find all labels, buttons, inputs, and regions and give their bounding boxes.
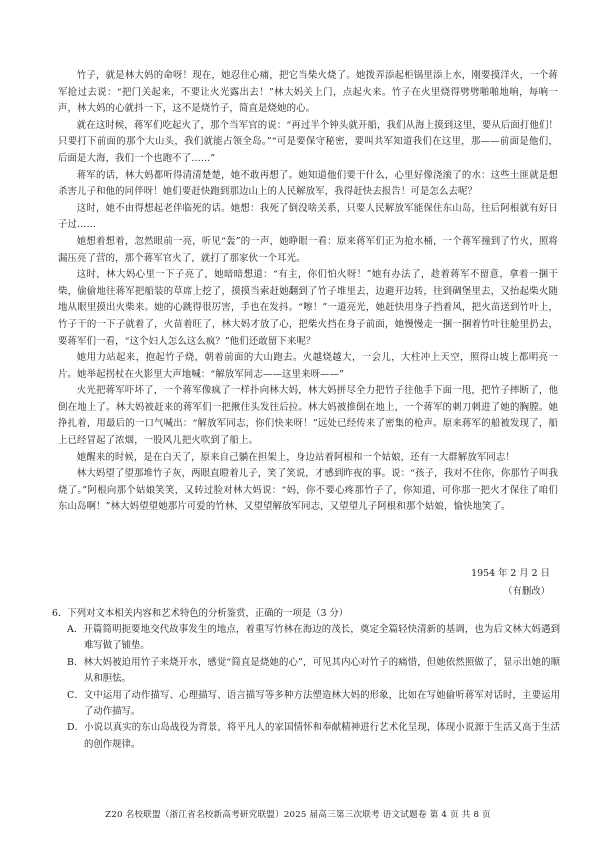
story-paragraph: 这时，她不由得想起老伴临死的话。她想：我死了倒没啥关系，只要人民解放军能保住东山岛，往后阿根就有好日子过…… xyxy=(58,202,558,231)
story-paragraph: 火光把蒋军吓坏了，一个蒋军像疯了一样扑向林大妈，林大妈拼尽全力把竹子往他手下面一甩，把竹子摔断了，他倒在地上了。林大妈被赶来的蒋军们一把揪住头发往后拉。林大妈被推倒在地上，一个蒋军的刺刀刺进了她的胸膛。她挣扎着，用最后的一口气喊出：“解放军同志，你们快来呀！”远处已经传来了密集的枪声。原来蒋军的船被发现了，船上已经冒起了浓烟，一股风儿把火吹到了船上。 xyxy=(58,385,558,447)
story-paragraph: 这时，林大妈心里一下子亮了，她暗暗想道：“有主，你们怕火呀！”她有办法了，趁着蒋军不留意，拿着一捆干柴，偷偷地往蒋军把船装的草席上挖了，摸摸当索赶她翻到了竹子堆里去，边避开边转，往到碉堡里去，又抬起柴火随地从眼里摸出火柴来。她的心跳得很厉害，手也在发抖。“嚓！”一道亮光，她赶快用身子挡着风，把火苗送到竹叶上，竹子干的一下子就着了，火苗着旺了，林大妈才放了心，把柴火挡在身子前面，她慢慢走一捆一捆着竹叶往舱里扔去，要蒋军们一看，“这个妇人怎么这么疯？”他们还敢留下来呢？ xyxy=(58,269,558,347)
story-paragraph: 她醒来的时候，是在白天了，原来自己躺在担架上，身边站着阿根和一个姑娘，还有一大群解放军同志！ xyxy=(76,451,515,463)
story-paragraph: 竹子，就是林大妈的命呀！现在，她忍住心痛，把它当柴火烧了。她拨弄添起柜锅里添上水，刚要摸洋火，一个蒋军抢过去说：“把门关起来，不要让火光露出去！”林大妈关上门，点起火来。竹子在火里烧得劈劈啪啪地响，每响一声，林大妈的心就抖一下，这不是烧竹子，简直是烧她的心。 xyxy=(58,70,558,115)
option-c[interactable]: C．文中运用了动作描写、心理描写、语言描写等多种方法塑造林大妈的形象，比如在写她偷听蒋军对话时，主要运用了动作描写。 xyxy=(67,689,560,718)
story-date: 1954 年 2 月 2 日 xyxy=(471,568,550,579)
story-paragraph: 她用力站起来，抱起竹子烧，朝着前面的大山跑去。火越烧越大，一会儿，大柱冲上天空，照得山坡上都明亮一片。她举起拐杖在火影里大声地喊：“解放军同志——这里来呀——” xyxy=(58,352,558,380)
option-b[interactable]: B．林大妈被迫用竹子来烧开水，感觉“简直是烧她的心”，可见其内心对竹子的痛惜，但她依然照做了，显示出她的顺从和胆怯。 xyxy=(67,656,560,685)
story-paragraph: 林大妈望了望那堆竹子灰，两眼直瞪着儿子，笑了笑说，才感到昨夜的事。说：“孩子，我对不住你，你那竹子叫我烧了。”阿根向那个姑娘笑笑，又转过脸对林大妈说：“妈，你不要心疼那竹子了，你知道，可你那一把火才保住了咱们东山岛啊！”林大妈望望她那片可爱的竹林，又望望解放军同志，又望望儿子阿根和那个姑娘，愉快地笑了。 xyxy=(58,468,558,513)
question-6 xyxy=(52,606,560,753)
story-paragraph: 她想着想着，忽然眼前一亮，听见“轰”的一声，她睁眼一看：原来蒋军们正为抢水桶，一个蒋军撞到了竹火，照将漏压亮了营的，那个蒋军官火了，就打了那家伙一个耳光。 xyxy=(58,235,558,264)
page-footer: Z20 名校联盟（浙江省名校新高考研究联盟）2025 届高三第三次联考 语文试题卷 第 4 页 共 8 页 xyxy=(105,810,491,820)
option-a[interactable]: A．开篇简明扼要地交代故事发生的地点，着重写竹林在海边的茂长，奠定全篇轻快清新的基调，也为后文林大妈遇到难写做了铺垫。 xyxy=(67,624,560,652)
story-paragraph: 就在这时候，蒋军们吃起火了，那个当军官的说：“再过半个钟头就开船，我们从海上摸到这里，要从后面打他们！只要打下前面的那个大山头，我们就能占领全岛。”“可是要保守秘密，要叫共军知道我们在这里，那——前面是他们，后面是大海，我们一个也跑不了……” xyxy=(58,119,558,164)
option-d[interactable]: D．小说以真实的东山岛战役为背景，将平凡人的家国情怀和奉献精神进行艺术化呈现，体现小说源于生活又高于生活的创作规律。 xyxy=(67,722,560,750)
question-stem: 6．下列对文本相关内容和艺术特色的分析鉴赏，正确的一项是（3 分） xyxy=(52,608,349,619)
story-paragraph: 蒋军的话，林大妈都听得清清楚楚，她不敢再想了。她知道他们要干什么，心里好像浇滚了的水：这些土匪就是想杀害儿子和他的同伴呀！她们要赶快跑到那边山上的人民解放军，我得赶快去报告！可是怎么去呢？ xyxy=(58,169,558,198)
story-body xyxy=(58,68,558,516)
story-source-note: （有删改） xyxy=(503,586,550,597)
